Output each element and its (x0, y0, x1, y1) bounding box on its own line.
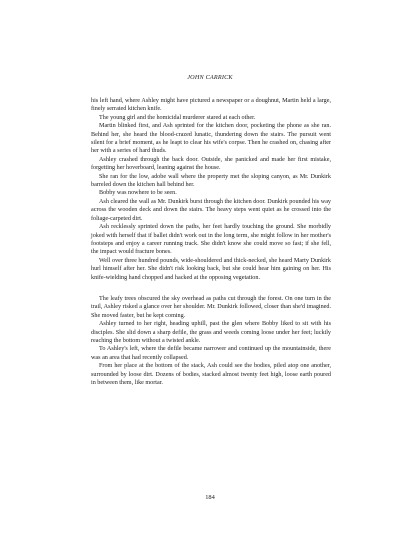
paragraph: Well over three hundred pounds, wide-shouldered and thick-necked, she heard Marty Dunkirk hurl himself after her. She didn't risk looking back, but she could hear him gaining on her. His knife-wielding hand chopped and hacked at the opposing vegetation. (91, 257, 331, 281)
paragraph: Martin blinked first, and Ash sprinted for the kitchen door, pocketing the phone as she ran. Behind her, she heard the blood-crazed lunatic, thundering down the stairs. The pursuit went silent for a brief moment, as he leapt to clear his wife's corpse. Then he crashed on, chasing after her with a series of hard thuds. (91, 123, 331, 155)
paragraph: Ash cleared the wall as Mr. Dunkirk burst through the kitchen door. Dunkirk pounded his way across the wooden deck and down the stairs. The heavy steps went quiet as he crossed into the foliage-carpeted dirt. (91, 198, 331, 222)
section-break (91, 282, 331, 295)
body-text (91, 97, 331, 387)
paragraph: To Ashley's left, where the defile became narrower and continued up the mountainside, there was an area that had recently collapsed. (91, 346, 331, 361)
paragraph: Bobby was nowhere to be seen. (99, 190, 177, 197)
running-header: JOHN CARRICK (187, 74, 233, 81)
paragraph: From her place at the bottom of the stack, Ash could see the bodies, piled atop one another, surrounded by loose dirt. Dozens of bodies, stacked almost twenty feet high, loose earth poured in between them, like mortar. (91, 363, 331, 386)
paragraph: Ashley turned to her right, heading uphill, past the glen where Bobby liked to sit with his disciples. She slid down a sharp defile, the grass and weeds coming loose under her feet; luckily reaching the bottom without a twisted ankle. (91, 321, 331, 344)
page-number: 184 (205, 494, 215, 501)
paragraph: his left hand, where Ashley might have pictured a newspaper or a doughnut, Martin held a large, finely serrated kitchen knife. (91, 98, 331, 113)
paragraph: The leafy trees obscured the sky overhead as paths cut through the forest. On one turn in the trail, Ashley risked a glance over her shoulder. Mr. Dunkirk followed, closer than she'd imagined. She moved faster, but he kept coming. (91, 295, 331, 319)
paragraph: The young girl and the homicidal murderer stared at each other. (99, 114, 256, 121)
paragraph: Ashley crashed through the back door. Outside, she panicked and made her first mistake, forgetting her hoverboard, leaning against the house. (91, 156, 331, 172)
paragraph: Ash recklessly sprinted down the paths, her feet hardly touching the ground. She morbidly joked with herself that if ballet didn't work out in the long term, she might follow in her mother's footsteps and enjoy a career running track. She didn't know she could move so fast; if she fell, the impact would fracture bones. (91, 224, 331, 256)
paragraph: She ran for the low, adobe wall where the property met the sloping canyon, as Mr. Dunkirk barreled down the kitchen hall behind her. (91, 173, 331, 189)
